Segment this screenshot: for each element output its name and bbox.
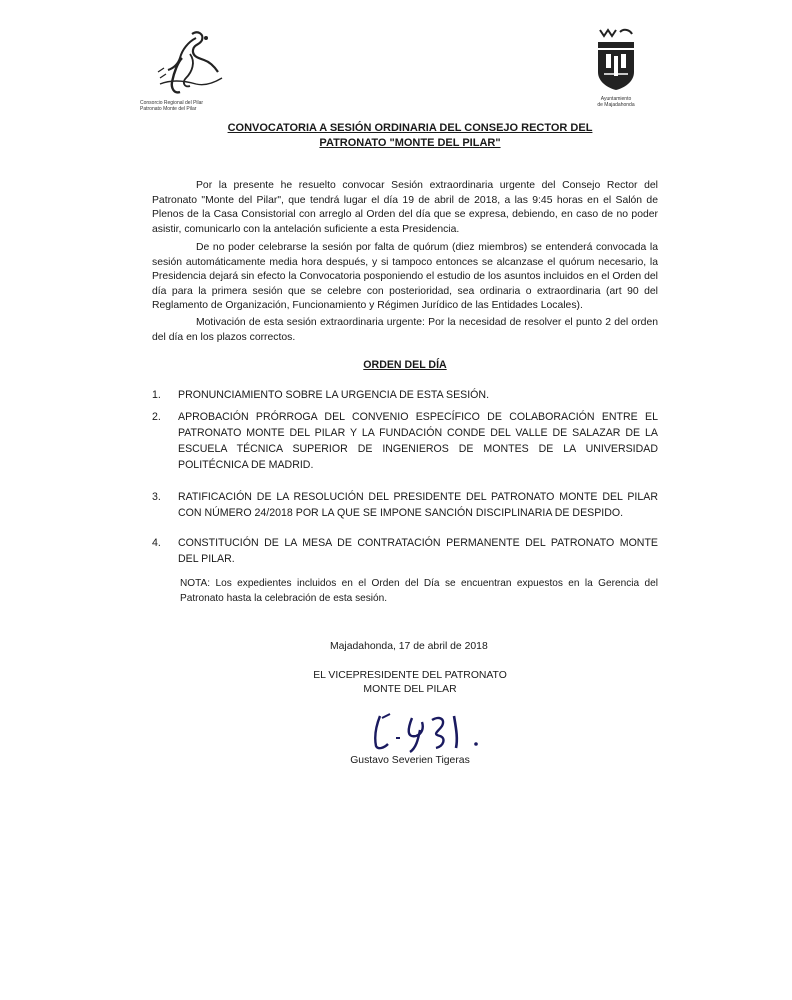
agenda-item-number: 4. <box>152 537 161 549</box>
agenda-item <box>152 489 658 521</box>
agenda-item <box>152 535 658 567</box>
ayuntamiento-crest-icon <box>594 26 638 92</box>
right-logo-caption-line1: Ayuntamiento <box>600 96 632 102</box>
document-title <box>200 121 620 151</box>
patronato-monte-del-pilar-logo-icon <box>152 28 228 98</box>
nota-text: NOTA: Los expedientes incluidos en el Orden del Día se encuentran expuestos en la Gerencia del Patronato hasta la celebración de esta sesión. <box>180 578 658 604</box>
agenda-item <box>152 387 658 403</box>
orden-del-dia-heading: ORDEN DEL DÍA <box>363 359 447 371</box>
agenda-item-text: APROBACIÓN PRÓRROGA DEL CONVENIO ESPECÍFICO DE COLABORACIÓN ENTRE EL PATRONATO MONTE DEL PILAR Y LA FUNDACIÓN CONDE DEL VALLE DE SALAZAR DE LA ESCUELA TÉCNICA SUPERIOR DE INGENIEROS DE MONTES DE LA UNIVERSIDAD POLITÉCNICA DE MADRID. <box>178 411 658 471</box>
patronato-logo <box>140 28 240 118</box>
left-logo-caption-line2: Patronato Monte del Pilar <box>140 106 197 112</box>
paragraph-motivacion: Motivación de esta sesión extraordinaria urgente: Por la necesidad de resolver el punto 2 del orden del día en los plazos correctos. <box>152 317 658 343</box>
signatory-name: Gustavo Severien Tigeras <box>350 755 470 766</box>
signatory-title <box>290 669 530 697</box>
title-line-2: PATRONATO "MONTE DEL PILAR" <box>319 137 501 149</box>
agenda-item-text: PRONUNCIAMIENTO SOBRE LA URGENCIA DE ESTA SESIÓN. <box>178 389 490 401</box>
agenda-item-text: RATIFICACIÓN DE LA RESOLUCIÓN DEL PRESIDENTE DEL PATRONATO MONTE DEL PILAR CON NÚMERO 24/2018 POR LA QUE SE IMPONE SANCIÓN DISCIPLINARIA DE DESPIDO. <box>178 491 658 519</box>
paragraph-convocatoria: Por la presente he resuelto convocar Sesión extraordinaria urgente del Consejo Rector del Patronato "Monte del Pilar", que tendrá lugar el día 19 de abril de 2018, a las 9:45 horas en el Salón de Plenos de la Casa Consistorial con arreglo al Orden del día que se expresa, debiendo, en caso de no poder asistir, comunicarlo con la antelación suficiente a esta Presidencia. <box>152 180 658 235</box>
agenda-item-number: 1. <box>152 389 161 401</box>
agenda-item <box>152 409 658 473</box>
left-logo-caption-line1: Consorcio Regional del Pilar <box>140 100 204 106</box>
right-logo-caption-line2: de Majadahonda <box>597 102 635 108</box>
paragraph-quorum: De no poder celebrarse la sesión por falta de quórum (diez miembros) se entenderá convocada la sesión automáticamente media hora después, y si tampoco entonces se alcanzase el quórum necesario, la Presidencia dejará sin efecto la Convocatoria posponiendo el estudio de los asuntos incluidos en el Orden del día para la primera sesión que se celebre con posterioridad, sea ordinaria o extraordinaria (art 90 del Reglamento de Organización, Funcionamiento y Régimen Jurídico de las Entidades Locales). <box>152 242 658 312</box>
signatory-title-line1: EL VICEPRESIDENTE DEL PATRONATO <box>313 670 507 681</box>
handwritten-signature-icon <box>366 708 502 756</box>
signatory-title-line2: MONTE DEL PILAR <box>363 684 457 695</box>
ayuntamiento-logo <box>576 26 656 110</box>
agenda-item-number: 2. <box>152 411 161 423</box>
title-line-1: CONVOCATORIA A SESIÓN ORDINARIA DEL CONSEJO RECTOR DEL <box>227 122 593 134</box>
agenda-item-text: CONSTITUCIÓN DE LA MESA DE CONTRATACIÓN PERMANENTE DEL PATRONATO MONTE DEL PILAR. <box>178 537 658 565</box>
place-date: Majadahonda, 17 de abril de 2018 <box>330 641 488 652</box>
agenda-item-number: 3. <box>152 491 161 503</box>
